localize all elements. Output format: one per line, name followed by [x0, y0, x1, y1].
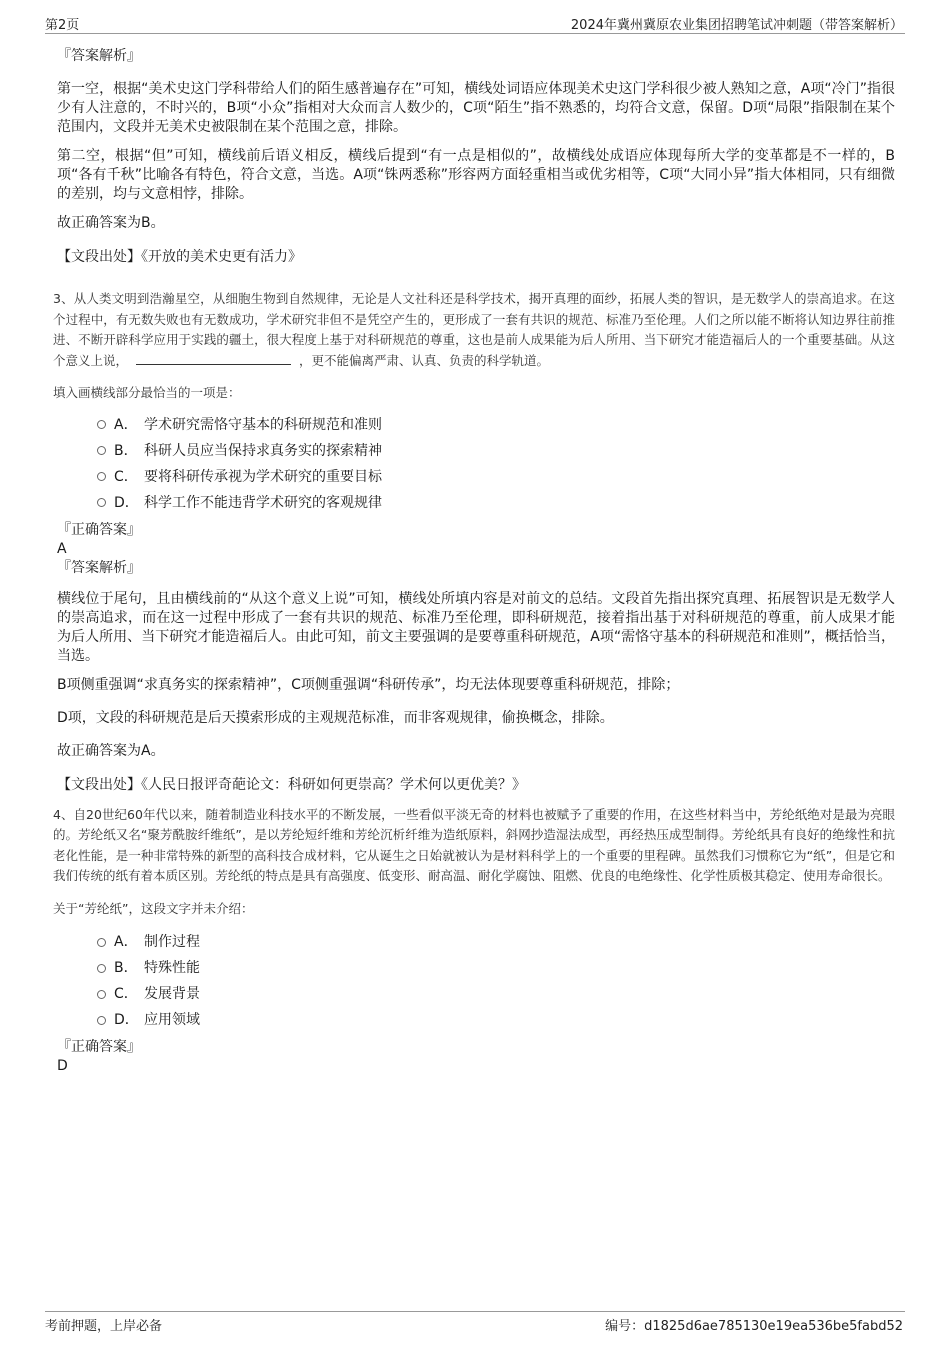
- source-citation: 【文段出处】《开放的美术史更有活力》: [57, 249, 302, 265]
- correct-answer-label: 『正确答案』: [57, 521, 141, 538]
- radio-button[interactable]: [97, 964, 106, 973]
- option-c[interactable]: C． 要将科研传承视为学术研究的重要目标: [97, 464, 895, 490]
- option-a[interactable]: A． 制作过程: [97, 929, 895, 955]
- option-a[interactable]: A． 学术研究需恪守基本的科研规范和准则: [97, 412, 895, 438]
- page-footer: [45, 1311, 905, 1335]
- answer-conclusion: 故正确答案为A。: [57, 742, 165, 759]
- question-3-options: [97, 412, 895, 516]
- fill-blank: [136, 351, 291, 365]
- correct-answer-label: 『正确答案』: [57, 1039, 141, 1055]
- radio-button[interactable]: [97, 990, 106, 999]
- option-b[interactable]: B． 特殊性能: [97, 955, 895, 981]
- analysis-paragraph: 第一空，根据“美术史这门学科带给人们的陌生感普遍存在”可知，横线处词语应体现美术史这门学科很少被人熟知之意，A项“冷门”指很少有人注意的，不时兴的，B项“小众”指相对大众而言人数少的，C项“陌生”指不熟悉的，均符合文意，保留。D项“局限”指限制在某个范围内，文段并无美术史被限制在某个范围之意，排除。: [57, 81, 895, 135]
- analysis-label: 『答案解析』: [57, 559, 141, 576]
- radio-button[interactable]: [97, 472, 106, 481]
- footer-slogan: 考前押题，上岸必备: [45, 1319, 163, 1334]
- option-b[interactable]: B． 科研人员应当保持求真务实的探索精神: [97, 438, 895, 464]
- analysis-paragraph: B项侧重强调“求真务实的探索精神”，C项侧重强调“科研传承”，均无法体现要尊重科研规范，排除；: [57, 676, 680, 693]
- analysis-label: 『答案解析』: [57, 48, 141, 64]
- question-3-prompt: 填入画横线部分最恰当的一项是：: [53, 385, 241, 400]
- option-d[interactable]: D． 应用领域: [97, 1007, 895, 1033]
- question-4-prompt: 关于“芳纶纸”，这段文字并未介绍：: [53, 900, 254, 916]
- radio-button[interactable]: [97, 420, 106, 429]
- answer-conclusion: 故正确答案为B。: [57, 215, 165, 231]
- analysis-paragraph: 第二空，根据“但”可知，横线前后语义相反，横线后提到“有一点是相似的”，故横线处成语应体现每所大学的变革都是不一样的，B项“各有千秋”比喻各有特色，符合文意，当选。A项“铢两悉称”形容两方面轻重相当或优劣相等，C项“大同小异”指大体相同，只有细微的差别，均与文意相悖，排除。: [57, 148, 895, 202]
- radio-button[interactable]: [97, 938, 106, 947]
- correct-answer-value: A: [57, 540, 67, 557]
- analysis-paragraph: 横线位于尾句，且由横线前的“从这个意义上说”可知，横线处所填内容是对前文的总结。文段首先指出探究真理、拓展智识是无数学人的崇高追求，而在这一过程中形成了一套有共识的规范、标准乃至伦理，即科研规范，接着指出基于对科研规范的尊重，前人成果才能为后人所用、当下研究才能造福后人。由此可知，前文主要强调的是要尊重科研规范，A项“需恪守基本的科研规范和准则”，概括恰当，当选。: [57, 590, 895, 664]
- page-number: 第2页: [45, 18, 80, 33]
- document-id: 编号：d1825d6ae785130e19ea536be5fabd52: [605, 1319, 903, 1334]
- radio-button[interactable]: [97, 446, 106, 455]
- correct-answer-value: D: [57, 1058, 68, 1074]
- question-3-text: 3、从人类文明到浩瀚星空，从细胞生物到自然规律，无论是人文社科还是科学技术，揭开真理的面纱，拓展人类的智识，是无数学人的崇高追求。在这个过程中，有无数失败也有无数成功，学术研究非但不是凭空产生的，更形成了一套有共识的规范、标准乃至伦理。人们之所以能不断将认知边界往前推进、不断开辟科学应用于实践的疆土，很大程度上基于对科研规范的尊重，这也是前人成果能为后人所用、当下研究才能造福后人的一个重要基础。从这个意义上说， ，更不能偏离严肃、认真、负责的科学轨道。: [53, 291, 895, 368]
- question-4-options: [97, 929, 895, 1033]
- radio-button[interactable]: [97, 1016, 106, 1025]
- page-header: [45, 12, 905, 34]
- option-c[interactable]: C． 发展背景: [97, 981, 895, 1007]
- question-4-text: 4、自20世纪60年代以来，随着制造业科技水平的不断发展，一些看似平淡无奇的材料也被赋予了重要的作用，在这些材料当中，芳纶纸绝对是最为亮眼的。芳纶纸又名“聚芳酰胺纤维纸”，是以芳纶短纤维和芳纶沉析纤维为造纸原料，斜网抄造湿法成型，再经热压成型制得。芳纶纸具有良好的绝缘性和抗老化性能，是一种非常特殊的新型的高科技合成材料，它从诞生之日始就被认为是材料科学上的一个重要的里程碑。虽然我们习惯称它为“纸”，但是它和我们传统的纸有着本质区别。芳纶纸的特点是具有高强度、低变形、耐高温、耐化学腐蚀、阻燃、优良的电绝缘性、化学性质极其稳定、使用寿命很长。: [53, 806, 895, 883]
- document-body: [53, 46, 895, 1075]
- option-d[interactable]: D． 科学工作不能违背学术研究的客观规律: [97, 490, 895, 516]
- source-citation: 【文段出处】《人民日报评奇葩论文：科研如何更崇高？学术何以更优美？》: [57, 776, 526, 793]
- radio-button[interactable]: [97, 498, 106, 507]
- analysis-paragraph: D项，文段的科研规范是后天摸索形成的主观规范标准，而非客观规律，偷换概念，排除。: [57, 709, 614, 726]
- document-title: 2024年冀州冀原农业集团招聘笔试冲刺题（带答案解析）: [570, 18, 903, 33]
